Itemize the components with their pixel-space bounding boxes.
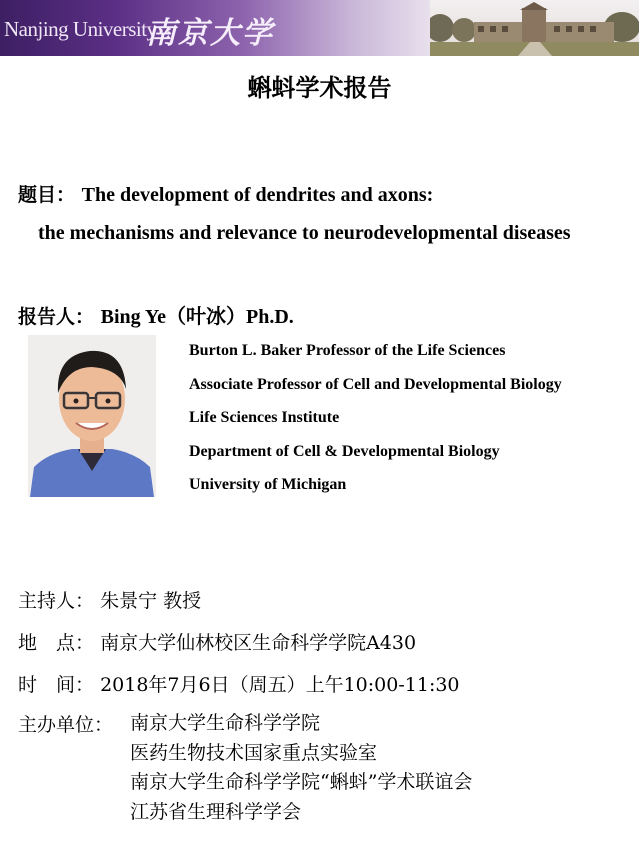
time-value: 2018年7月6日（周五）上午10:00-11:30 xyxy=(100,674,460,696)
host-value: 朱景宁 教授 xyxy=(100,590,202,612)
speaker-label: 报告人： xyxy=(18,306,95,328)
speaker-affiliations xyxy=(189,340,562,508)
organizer-item: 医药生物技术国家重点实验室 xyxy=(130,741,378,764)
organizers-list xyxy=(130,710,472,828)
affiliation-item: University of Michigan xyxy=(189,476,347,493)
university-name-cn: 南京大学 xyxy=(146,16,274,51)
campus-photo xyxy=(430,0,639,56)
organizer-item: 江苏省生理科学学会 xyxy=(130,800,302,823)
host-label: 主持人： xyxy=(18,590,95,612)
location-label: 地 点： xyxy=(18,632,95,654)
topic-line-1 xyxy=(18,180,433,207)
university-name-en: Nanjing University xyxy=(4,17,157,41)
header-banner xyxy=(0,0,639,56)
speaker-photo xyxy=(28,335,156,497)
speaker-name: Bing Ye（叶冰）Ph.D. xyxy=(100,306,294,328)
topic-label: 题目： xyxy=(18,184,76,206)
affiliation-item: Life Sciences Institute xyxy=(189,409,340,426)
page-title: 蝌蚪学术报告 xyxy=(247,73,392,102)
time-label: 时 间： xyxy=(18,674,95,696)
location-value: 南京大学仙林校区生命科学学院A430 xyxy=(100,632,417,654)
affiliation-item: Burton L. Baker Professor of the Life Sciences xyxy=(189,342,506,359)
affiliation-item: Associate Professor of Cell and Developmental Biology xyxy=(189,375,562,393)
affiliation-item: Department of Cell & Developmental Biology xyxy=(189,442,500,460)
organizers-label: 主办单位： xyxy=(18,714,114,736)
host-line xyxy=(18,586,201,613)
organizer-item: 南京大学生命科学学院“蝌蚪”学术联谊会 xyxy=(130,771,473,793)
organizer-item: 南京大学生命科学学院 xyxy=(130,712,321,734)
location-line xyxy=(18,628,416,655)
topic-title-part-2: the mechanisms and relevance to neurodevelopmental diseases xyxy=(38,222,571,244)
topic-title-part-1: The development of dendrites and axons: xyxy=(81,184,434,206)
speaker-line xyxy=(18,300,294,329)
time-line xyxy=(18,670,460,697)
